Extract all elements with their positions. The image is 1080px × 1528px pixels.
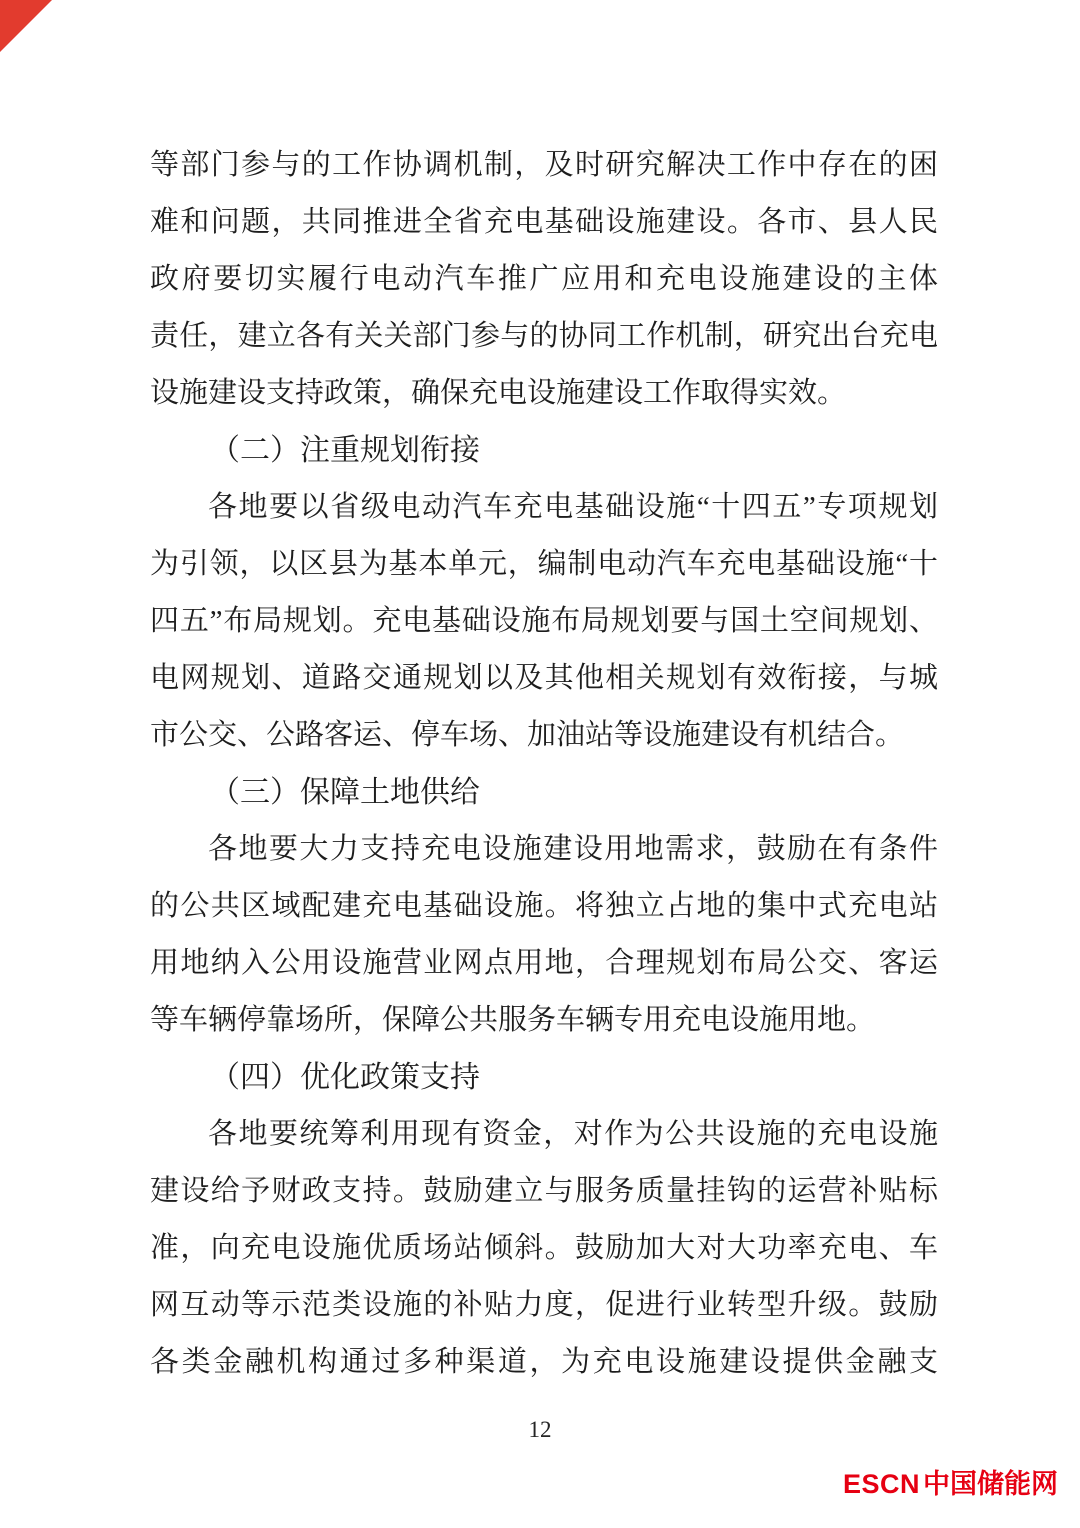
logo-cjk-text: 中国储能网 (923, 1469, 1058, 1499)
text-line: 设施建设支持政策，确保充电设施建设工作取得实效。 (150, 377, 847, 409)
section-heading: （二）注重规划衔接 (210, 434, 480, 467)
text-line: 电网规划、道路交通规划以及其他相关规划有效衔接，与城 (150, 662, 938, 694)
text-line: 市公交、公路客运、停车场、加油站等设施建设有机结合。 (150, 719, 905, 751)
brand-logo (843, 1468, 1058, 1500)
document-body (150, 137, 938, 1391)
section-heading: （四）优化政策支持 (210, 1061, 480, 1094)
text-line: 政府要切实履行电动汽车推广应用和充电设施建设的主体 (150, 263, 938, 295)
text-line: 等部门参与的工作协调机制，及时研究解决工作中存在的困 (150, 149, 938, 181)
text-line: 的公共区域配建充电基础设施。将独立占地的集中式充电站 (150, 890, 938, 922)
section-heading: （三）保障土地供给 (210, 776, 480, 809)
text-line: 四五”布局规划。充电基础设施布局规划要与国土空间规划、 (150, 605, 938, 637)
text-line: 各类金融机构通过多种渠道，为充电设施建设提供金融支 (150, 1346, 938, 1378)
text-line: 各地要以省级电动汽车充电基础设施“十四五”专项规划 (208, 491, 938, 523)
page-number: 12 (528, 1417, 552, 1442)
text-line: 难和问题，共同推进全省充电基础设施建设。各市、县人民 (150, 206, 938, 238)
text-line: 建设给予财政支持。鼓励建立与服务质量挂钩的运营补贴标 (150, 1175, 938, 1207)
text-line: 各地要大力支持充电设施建设用地需求，鼓励在有条件 (208, 833, 938, 865)
text-line: 准，向充电设施优质场站倾斜。鼓励加大对大功率充电、车 (150, 1232, 938, 1264)
text-line: 网互动等示范类设施的补贴力度，促进行业转型升级。鼓励 (150, 1289, 938, 1321)
text-line: 为引领，以区县为基本单元，编制电动汽车充电基础设施“十 (150, 548, 938, 580)
text-line: 用地纳入公用设施营业网点用地，合理规划布局公交、客运 (150, 947, 938, 979)
text-line: 各地要统筹利用现有资金，对作为公共设施的充电设施 (208, 1118, 938, 1150)
text-line: 责任，建立各有关关部门参与的协同工作机制，研究出台充电 (150, 320, 938, 352)
text-line: 等车辆停靠场所，保障公共服务车辆专用充电设施用地。 (150, 1004, 876, 1036)
logo-latin-text: ESCN (842, 1469, 920, 1499)
corner-fold-mark (0, 0, 52, 52)
